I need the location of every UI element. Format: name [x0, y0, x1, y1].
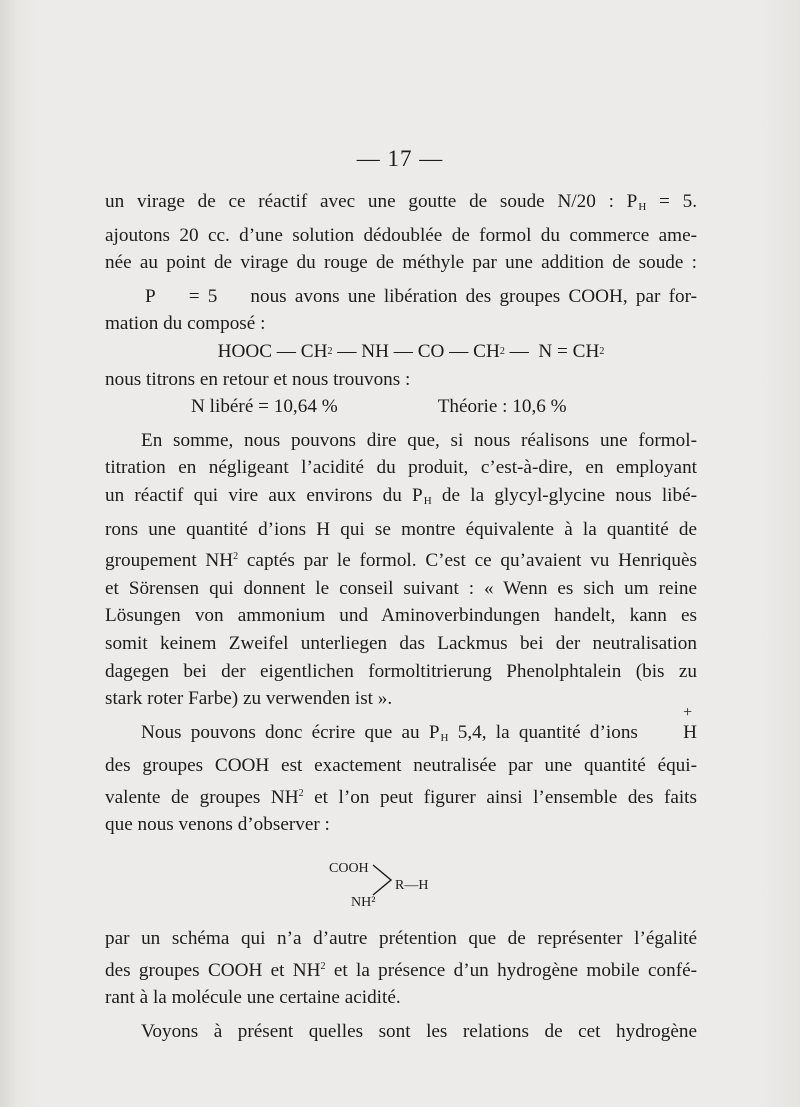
text-line: et Sörensen qui donnent le conseil suivant : « Wenn es sich um reine: [105, 577, 697, 599]
text-line: rons une quantité d’ions H qui se montre équivalente à la quantité de: [105, 518, 697, 540]
schema-nh2: NH²: [351, 895, 376, 911]
text-line: née au point de virage du rouge de méthyle par une addition de soude :: [105, 252, 697, 274]
text-line: En somme, nous pouvons dire que, si nous réalisons une formol-: [141, 429, 697, 451]
text-line: un virage de ce réactif avec une goutte de soude N/20 : $P_H = 5$.: [105, 191, 697, 213]
text-line: mation du composé :: [105, 313, 266, 335]
text-line: par un schéma qui n’a d’autre prétention que de représenter l’égalité: [105, 928, 697, 950]
schema-cooh: COOH: [329, 861, 369, 877]
text-line: que nous venons d’observer :: [105, 814, 330, 836]
text-line: Voyons à présent quelles sont les relations de cet hydrogène: [141, 1020, 697, 1042]
text-line: valente de groupes $NH^2$ et l’on peut figurer ainsi l’ensemble des faits: [105, 786, 697, 808]
text-line: des groupes COOH est exactement neutralisée par une quantité équi-: [105, 755, 697, 777]
text-line: groupement $NH^2$ captés par le formol. C’est ce qu’avaient vu Henriquès: [105, 550, 697, 572]
result-line: N libéré = 10,64 % Théorie : 10,6 %: [191, 396, 567, 418]
text-line: rant à la molécule une certaine acidité.: [105, 987, 401, 1009]
formula-compound: HOOC — CH 2 — NH — CO — CH 2 — N = CH 2: [217, 340, 605, 362]
text-line: P = 5 nous avons une libération des groupes COOH, par for-: [145, 285, 698, 307]
text-line: titration en négligeant l’acidité du produit, c’est-à-dire, en employant: [105, 457, 697, 479]
page-body: [105, 188, 697, 1045]
text-line: Nous pouvons donc écrire que au $P_H$ 5,4, la quantité d’ions + H: [105, 719, 697, 753]
text-line: ajoutons 20 cc. d’une solution dédoublée de formol du commerce ame-: [105, 224, 697, 246]
text-line: des groupes COOH et $NH^2$ et la présence d’un hydrogène mobile confé-: [105, 959, 697, 981]
text-line: stark roter Farbe) zu verwenden ist ».: [105, 688, 393, 710]
text-line: Lösungen von ammonium und Aminoverbindungen handelt, kann es: [105, 605, 697, 627]
text-line: un réactif qui vire aux environs du $P_H$ de la glycyl-glycine nous libé-: [105, 484, 697, 507]
hydrogen-ion: + H: [683, 703, 698, 743]
text-line: nous titrons en retour et nous trouvons :: [105, 368, 411, 390]
chemical-schema: [105, 841, 697, 915]
text-line: dagegen bei der eigentlichen formoltitrierung Phenolphtalein (bis zu: [105, 660, 697, 682]
text-line: somit keinem Zweifel unterliegen das Lackmus bei der neutralisation: [105, 632, 697, 654]
page-number: — 17 —: [356, 146, 444, 171]
schema-rh: R—H: [395, 878, 429, 894]
